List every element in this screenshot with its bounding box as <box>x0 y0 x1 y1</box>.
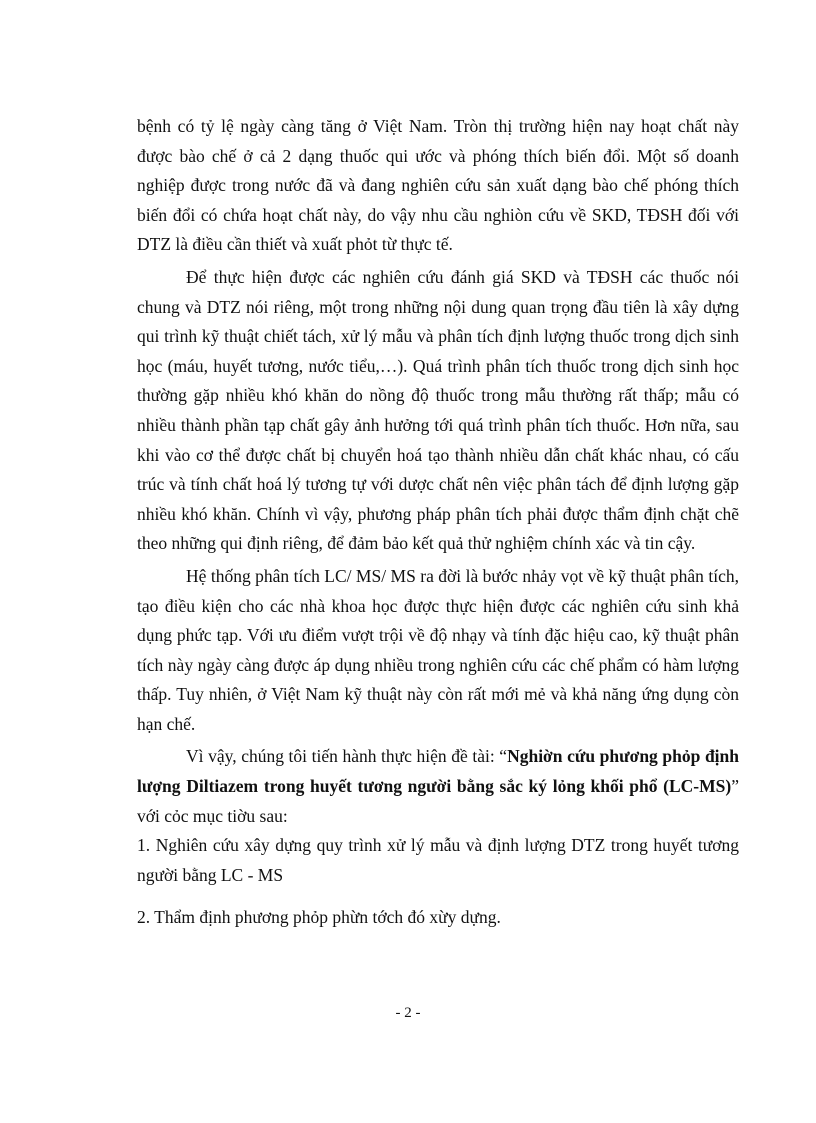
paragraph-3: Hệ thống phân tích LC/ MS/ MS ra đời là bước nhảy vọt về kỹ thuật phân tích, tạo điều kiện cho các nhà khoa học được thực hiện được các nghiên cứu sinh khả dụng phức tạp. Với ưu điểm vượt trội về độ nhạy và tính đặc hiệu cao, kỹ thuật phân tích này ngày càng được áp dụng nhiều trong nghiên cứu các chế phẩm có hàm lượng thấp. Tuy nhiên, ở Việt Nam kỹ thuật này còn rất mới mẻ và khả năng ứng dụng còn hạn chế. <box>137 565 739 734</box>
paragraph-4 <box>137 742 739 831</box>
page-number: - 2 - <box>395 1005 421 1021</box>
paragraph-2: Để thực hiện được các nghiên cứu đánh giá SKD và TĐSH các thuốc nói chung và DTZ nói riêng, một trong những nội dung quan trọng đầu tiên là xây dựng qui trình kỹ thuật chiết tách, xử lý mẫu và phân tích định lượng thuốc trong dịch sinh học (máu, huyết tương, nước tiểu,…). Quá trình phân tích thuốc trong dịch sinh học thường gặp nhiều khó khăn do nồng độ thuốc trong mẫu thường rất thấp; mẫu có nhiều thành phần tạp chất gây ảnh hưởng tới quá trình phân tích thuốc. Hơn nữa, sau khi vào cơ thể được chất bị chuyển hoá tạo thành nhiều dẫn chất khác nhau, có cấu trúc và tính chất hoá lý tương tự với dược chất nên việc phân tách để định lượng gặp nhiều khó khăn. Chính vì vậy, phương pháp phân tích phải được thẩm định chặt chẽ theo những qui định riêng, để đảm bảo kết quả thử nghiệm chính xác và tin cậy. <box>137 266 739 554</box>
document-body <box>137 112 739 933</box>
paragraph-4-intro: Vì vậy, chúng tôi tiến hành thực hiện đề tài: “ <box>186 746 508 767</box>
paragraph-4-outro: ” với cỏc mục tiờu sau: <box>137 776 739 826</box>
paragraph-1: bệnh có tỷ lệ ngày càng tăng ở Việt Nam. Tròn thị trường hiện nay hoạt chất này được bào chế ở cả 2 dạng thuốc qui ước và phóng thích biến đổi. Một số doanh nghiệp được trong nước đã và đang nghiên cứu sản xuất dạng bào chế phóng thích biến đổi có chứa hoạt chất này, do vậy nhu cầu nghiòn cứu về SKD, TĐSH đối với DTZ là điều cần thiết và xuất phỏt từ thực tế. <box>137 116 739 255</box>
thesis-title: Nghiờn cứu phương phỏp định lượng Diltiazem trong huyết tương người bằng sắc ký lỏng khối phổ (LC-MS) <box>137 746 740 797</box>
objective-1: 1. Nghiên cứu xây dựng quy trình xử lý mẫu và định lượng DTZ trong huyết tương người bằng LC - MS <box>137 835 739 885</box>
objective-2: 2. Thẩm định phương phỏp phừn tớch đó xừy dựng. <box>137 907 501 928</box>
